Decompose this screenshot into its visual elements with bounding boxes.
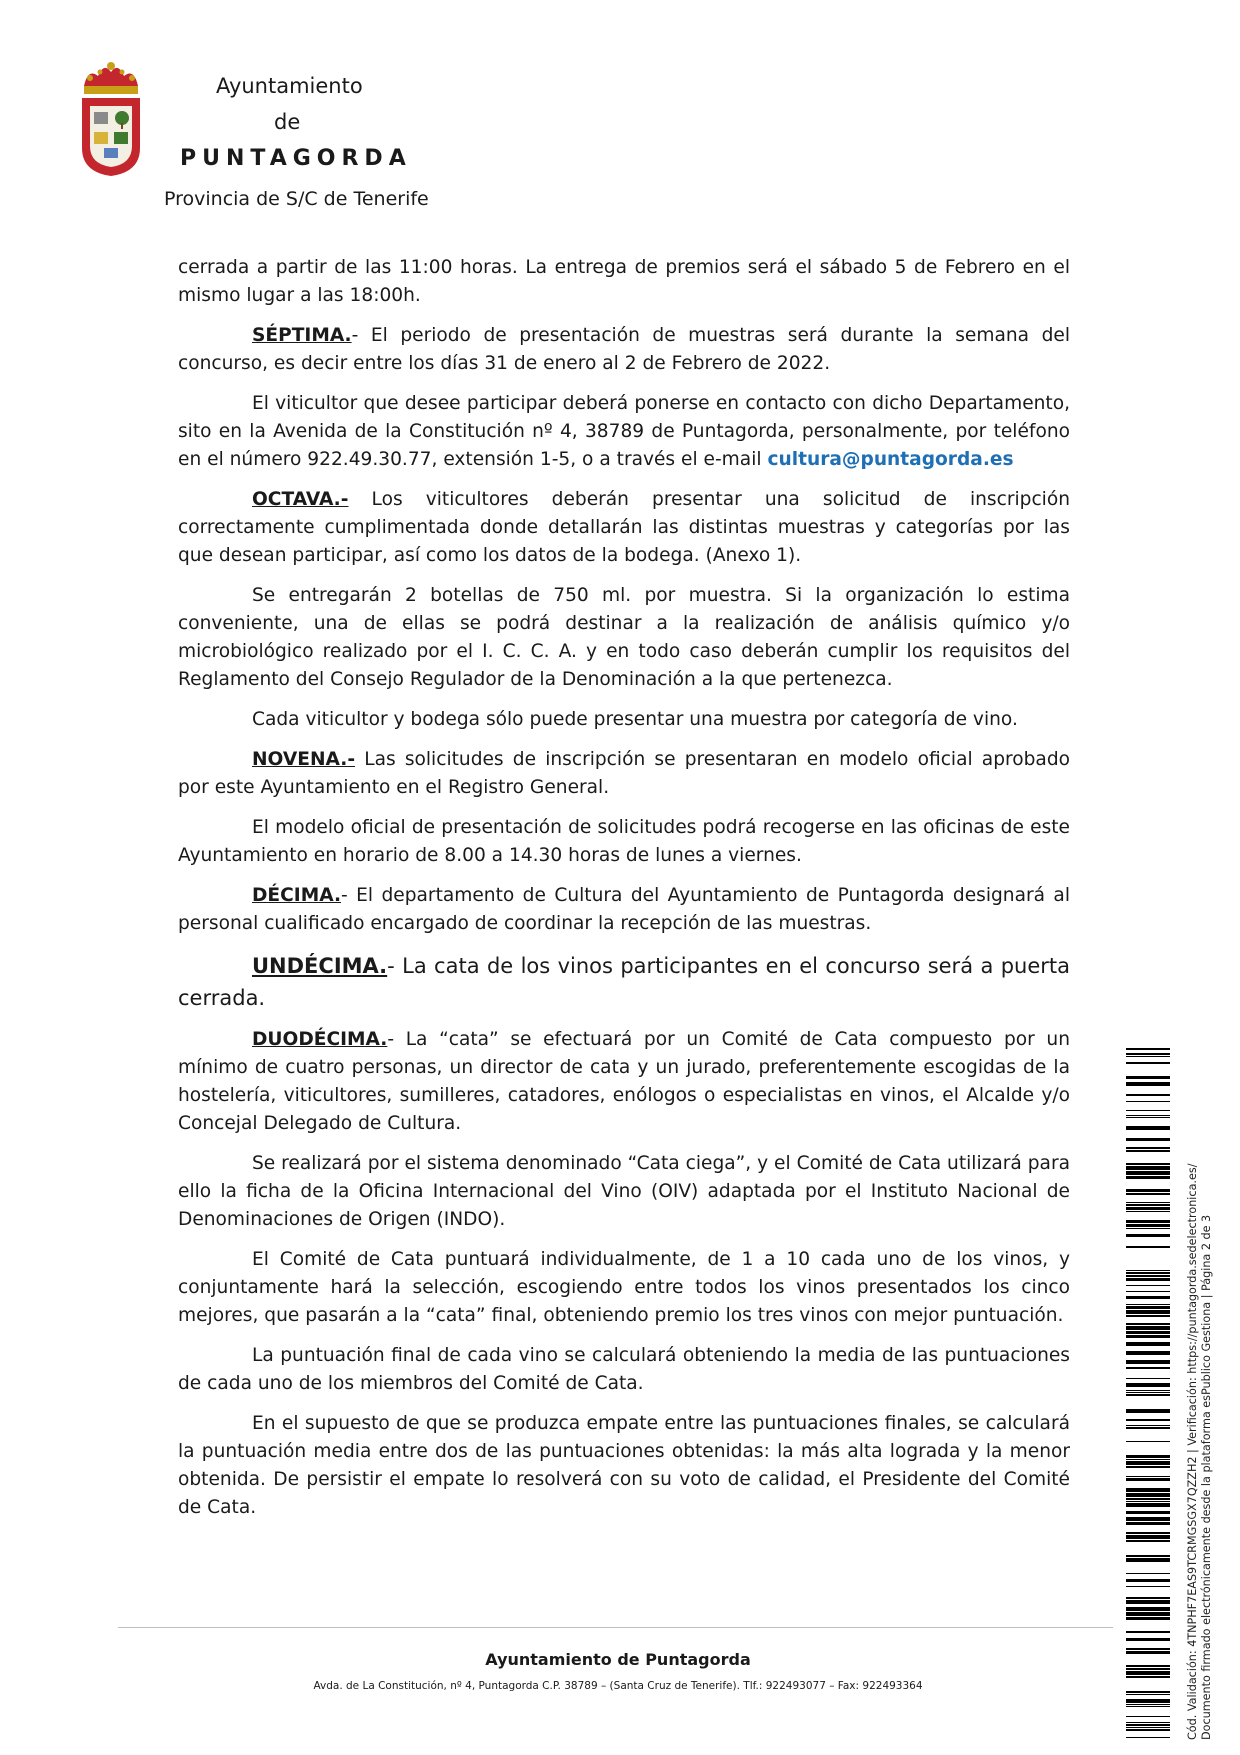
barcode-bar [1126, 1503, 1170, 1507]
paragraph: En el supuesto de que se produzca empate entre las puntuaciones finales, se calculará la puntuación media entre dos de las puntuaciones obtenidas: la más alta lograda y la menor obtenida. De persistir el empate lo resolverá con su voto de calidad, el Presidente del Comité de Cata. [178, 1413, 1070, 1518]
barcode-bar [1126, 1501, 1170, 1502]
barcode-bar [1126, 1727, 1170, 1728]
barcode-bar [1126, 1171, 1170, 1175]
barcode-bar [1126, 1147, 1170, 1149]
barcode-bar [1126, 1425, 1170, 1426]
clause-heading: UNDÉCIMA. [252, 954, 388, 978]
paragraph: El viticultor que desee participar deberá ponerse en contacto con dicho Departamento, sito en la Avenida de la Constitución nº 4, 38789 de Puntagorda, personalmente, por teléfono en el número 922.49.30.77, extensión 1-5, o a través el e-mail cultura@puntagorda.es [178, 393, 1070, 470]
barcode-bar [1126, 1315, 1170, 1317]
barcode-bar [1126, 1110, 1170, 1111]
footer-title: Ayuntamiento de Puntagorda [485, 1650, 751, 1669]
email-link[interactable]: cultura@puntagorda.es [767, 449, 1014, 470]
clause-decima: DÉCIMA.- El departamento de Cultura del Ayuntamiento de Puntagorda designará al personal cualificado encargado de coordinar la recepción de las muestras. [178, 885, 1070, 934]
barcode-bar [1126, 1638, 1170, 1641]
document-body [178, 254, 1070, 1534]
barcode-bar [1126, 1461, 1170, 1465]
barcode-bar [1126, 1360, 1170, 1364]
barcode-bar [1126, 1532, 1170, 1534]
barcode-bar [1126, 1691, 1170, 1693]
barcode-bar [1126, 1390, 1170, 1391]
barcode-bar [1126, 1522, 1170, 1525]
paragraph: cerrada a partir de las 11:00 horas. La entrega de premios será el sábado 5 de Febrero en el mismo lugar a las 18:00h. [178, 257, 1070, 306]
barcode-bar [1126, 1275, 1170, 1277]
barcode-bar [1126, 1306, 1170, 1309]
barcode-bar [1126, 1540, 1170, 1542]
barcode-bar [1126, 1150, 1170, 1152]
barcode-bar [1126, 1704, 1170, 1705]
footer-address: Avda. de La Constitución, nº 4, Puntagorda C.P. 38789 – (Santa Cruz de Tenerife). Tlf.: 922493077 – Fax: 922493364 [313, 1680, 923, 1692]
barcode-bar [1126, 1476, 1170, 1477]
barcode-bar [1126, 1367, 1170, 1369]
clause-duodecima: DUODÉCIMA.- La “cata” se efectuará por un Comité de Cata compuesto por un mínimo de cuatro personas, un director de cata y un jurado, preferentemente escogidas de la hostelería, viticultores, sumilleres, catadores, enólogos o especialistas en vinos, el Alcalde y/o Concejal Delegado de Cultura. [178, 1029, 1070, 1134]
barcode-bar [1126, 1278, 1170, 1281]
barcode-bar [1126, 1056, 1170, 1057]
validation-text [1186, 1164, 1214, 1740]
clause-octava: OCTAVA.- Los viticultores deberán presentar una solicitud de inscripción correctamente cumplimentada donde detallarán las distintas muestras y categorías por las que desean participar, así como los datos de la bodega. (Anexo 1). [178, 489, 1070, 566]
barcode-bar [1126, 1493, 1170, 1497]
barcode-bar [1126, 1351, 1170, 1355]
barcode-bar [1126, 1612, 1170, 1616]
barcode-bar [1126, 1427, 1170, 1429]
barcode-bar [1126, 1291, 1170, 1292]
barcode-bar [1126, 1651, 1170, 1654]
barcode-bar [1126, 1193, 1170, 1195]
barcode-bar [1126, 1224, 1170, 1227]
barcode-bar [1126, 1586, 1170, 1587]
clause-undecima: UNDÉCIMA.- La cata de los vinos participantes en el concurso será a puerta cerrada. [178, 954, 1070, 1010]
barcode-bar [1126, 1648, 1170, 1650]
barcode-bar [1126, 1466, 1170, 1468]
paragraph: Se entregarán 2 botellas de 750 ml. por muestra. Si la organización lo estima conveniente, una de ellas se podrá destinar a la realización de análisis químico y/o microbiológico realizado por el I. C. C. A. y en todo caso deberán cumplir los requisitos del Reglamento del Consejo Regulador de la Denominación a la que pertenezca. [178, 585, 1070, 690]
barcode-bar [1126, 1211, 1170, 1212]
barcode-bar [1126, 1383, 1170, 1387]
barcode-bar [1126, 1285, 1170, 1286]
barcode-bar [1126, 1166, 1170, 1170]
barcode-bar [1126, 1176, 1170, 1179]
barcode-bar [1126, 1724, 1170, 1726]
barcode-bar [1126, 1220, 1170, 1223]
barcode-bar [1126, 1117, 1170, 1118]
barcode-bar [1126, 1737, 1170, 1738]
barcode-bar [1126, 1617, 1170, 1620]
barcode-bar [1126, 1392, 1170, 1393]
clause-heading: SÉPTIMA. [252, 325, 352, 346]
barcode-bar [1126, 1706, 1170, 1707]
letterhead-town-name: PUNTAGORDA [180, 146, 412, 171]
barcode-bar [1126, 1555, 1170, 1557]
letterhead-line-1: Ayuntamiento [216, 74, 363, 98]
barcode-bar [1126, 1600, 1170, 1604]
clause-heading: OCTAVA.- [252, 489, 349, 510]
paragraph: El modelo oficial de presentación de solicitudes podrá recogerse en las oficinas de este Ayuntamiento en horario de 8.00 a 14.30 horas de lunes a viernes. [178, 817, 1070, 866]
paragraph: Se realizará por el sistema denominado “Cata ciega”, y el Comité de Cata utilizará para ello la ficha de la Oficina Internacional del Vino (OIV) adaptada por el Instituto Nacional de Denominaciones de Origen (INDO). [178, 1153, 1070, 1230]
barcode-bar [1126, 1597, 1170, 1599]
barcode-bar [1126, 1419, 1170, 1421]
footer-divider [118, 1627, 1113, 1628]
barcode-bar [1126, 1488, 1170, 1492]
barcode-bar [1126, 1310, 1170, 1314]
barcode-bar [1126, 1202, 1170, 1203]
barcode-bar [1126, 1163, 1170, 1165]
barcode-bar [1126, 1535, 1170, 1539]
barcode-bar [1126, 1694, 1170, 1695]
letterhead-province: Provincia de S/C de Tenerife [164, 188, 429, 210]
barcode-bar [1126, 1048, 1170, 1050]
barcode-bar [1126, 1342, 1170, 1346]
barcode-bar [1126, 1335, 1170, 1338]
barcode-bar [1126, 1062, 1170, 1064]
validation-line-1: Cód. Validación: 4TNPHF7EAS9TCRMGSGX7QZZH2 | Verificación: https://puntagorda.sedelectronica.es/ [1186, 1163, 1199, 1740]
barcode-bar [1126, 1668, 1170, 1670]
barcode-bar [1126, 1722, 1170, 1723]
barcode-bar [1126, 1665, 1170, 1667]
barcode-bar [1126, 1082, 1170, 1086]
barcode-bar [1126, 1138, 1170, 1141]
barcode-bar [1126, 1459, 1170, 1460]
barcode-bar [1126, 1053, 1170, 1055]
barcode-bar [1126, 1455, 1170, 1458]
barcode-bar [1126, 1126, 1170, 1130]
barcode-bar [1126, 1204, 1170, 1206]
barcode-bar [1126, 1558, 1170, 1562]
validation-line-2: Documento firmado electrónicamente desde la plataforma esPublico Gestiona | Página 2 de 3 [1200, 1214, 1213, 1740]
barcode-bar [1126, 1378, 1170, 1379]
barcode-bar [1126, 1729, 1170, 1731]
clause-heading: DUODÉCIMA. [252, 1029, 388, 1050]
barcode-bar [1126, 1304, 1170, 1305]
barcode-bar [1126, 1631, 1170, 1633]
clause-septima: SÉPTIMA.- El periodo de presentación de muestras será durante la semana del concurso, es decir entre los días 31 de enero al 2 de Febrero de 2022. [178, 325, 1070, 374]
barcode-bar [1126, 1246, 1170, 1248]
barcode-bar [1126, 1189, 1170, 1192]
barcode-bar [1126, 1607, 1170, 1611]
clause-novena: NOVENA.- Las solicitudes de inscripción se presentaran en modelo oficial aprobado por este Ayuntamiento en el Registro General. [178, 749, 1070, 798]
barcode-bar [1126, 1326, 1170, 1330]
barcode-bar [1126, 1579, 1170, 1582]
barcode-bar [1126, 1323, 1170, 1325]
barcode-bar [1126, 1699, 1170, 1703]
letterhead-line-2: de [274, 110, 301, 134]
clause-heading: NOVENA.- [252, 749, 356, 770]
barcode-bar [1126, 1296, 1170, 1299]
barcode-bar [1126, 1076, 1170, 1079]
barcode-bar [1126, 1517, 1170, 1521]
barcode-bar [1126, 1573, 1170, 1574]
barcode-bar [1126, 1101, 1170, 1102]
barcode-bar [1126, 1671, 1170, 1675]
barcode-bar [1126, 1228, 1170, 1229]
coat-of-arms-logo [78, 60, 144, 178]
barcode-bar [1126, 1441, 1170, 1442]
barcode-bar [1126, 1234, 1170, 1237]
paragraph: Cada viticultor y bodega sólo puede presentar una muestra por categoría de vino. [252, 709, 1018, 730]
barcode-bar [1126, 1394, 1170, 1396]
barcode-bar [1126, 1511, 1170, 1514]
barcode-bar [1126, 1270, 1170, 1271]
barcode-bar [1126, 1676, 1170, 1678]
barcode-bar [1126, 1409, 1170, 1413]
paragraph: La puntuación final de cada vino se calculará obteniendo la media de las puntuaciones de cada uno de los miembros del Comité de Cata. [178, 1345, 1070, 1394]
barcode-bar [1126, 1331, 1170, 1334]
barcode-bar [1126, 1094, 1170, 1096]
barcode-bar [1126, 1207, 1170, 1210]
paragraph: El Comité de Cata puntuará individualmente, de 1 a 10 cada uno de los vinos, y conjuntamente hará la selección, escogiendo entre todos los vinos presentados los cinco mejores, que pasarán a la “cata” final, obteniendo premio los tres vinos con mejor puntuación. [178, 1249, 1070, 1326]
barcode-bar [1126, 1498, 1170, 1500]
validation-barcode [1126, 1048, 1170, 1738]
clause-heading: DÉCIMA. [252, 885, 342, 906]
barcode-bar [1126, 1716, 1170, 1717]
barcode-bar [1126, 1272, 1170, 1274]
barcode-bar [1126, 1115, 1170, 1116]
barcode-bar [1126, 1478, 1170, 1481]
